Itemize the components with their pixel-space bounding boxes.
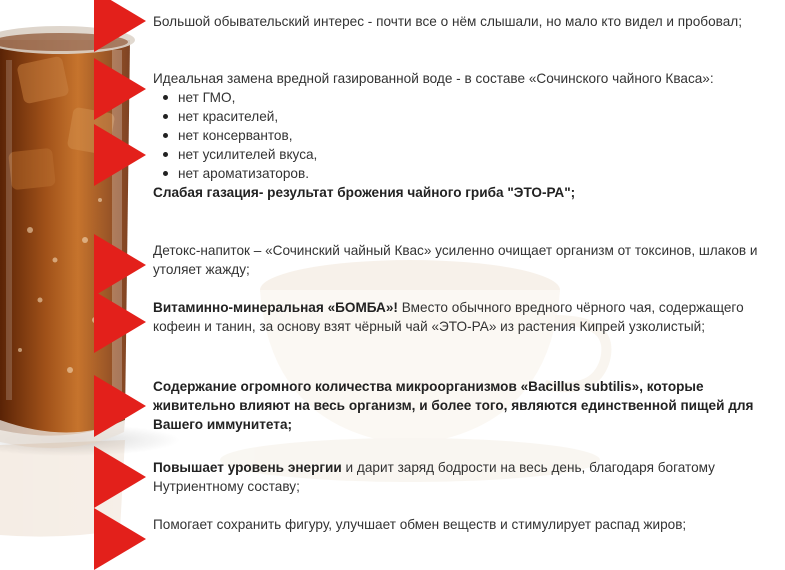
carbonation-note: Слабая газация- результат брожения чайного гриба "ЭТО-РА"; xyxy=(153,185,576,200)
feature-figure xyxy=(153,515,778,534)
feature-vitamin-bomb-bold: Витаминно-минеральная «БОМБА»! xyxy=(153,300,398,315)
ingredients-list xyxy=(153,88,778,183)
list-item: нет усилителей вкуса, xyxy=(178,145,778,164)
feature-detox-text: Детокс-напиток – «Сочинский чайный Квас» усиленно очищает организм от токсинов, шлаков и утоляет жажду; xyxy=(153,243,758,277)
arrow-marker-4 xyxy=(94,234,146,296)
arrow-marker-3 xyxy=(94,124,146,186)
list-item: нет ароматизаторов. xyxy=(178,164,778,183)
arrow-marker-8 xyxy=(94,508,146,570)
tea-cup-image xyxy=(220,260,606,482)
feature-microorganisms-bold: Содержание огромного количества микроорганизмов «Bacillus subtilis», которые живительно влияют на весь организм, и более того, являются единственной пищей для Вашего иммунитета; xyxy=(153,379,754,432)
feature-soda-replacement-text: Идеальная замена вредной газированной воде - в составе «Сочинского чайного Кваса»: xyxy=(153,71,714,86)
list-item: нет ГМО, xyxy=(178,88,778,107)
feature-figure-text: Помогает сохранить фигуру, улучшает обмен веществ и стимулирует распад жиров; xyxy=(153,517,687,532)
feature-energy-bold: Повышает уровень энергии xyxy=(153,460,342,475)
arrow-marker-7 xyxy=(94,446,146,508)
feature-interest xyxy=(153,12,778,31)
feature-vitamin-bomb xyxy=(153,298,778,336)
feature-energy-text: и дарит заряд бодрости на весь день, благодаря богатому Нутриентному составу; xyxy=(153,460,715,494)
arrow-marker-2 xyxy=(94,58,146,120)
list-item: нет консервантов, xyxy=(178,126,778,145)
feature-microorganisms xyxy=(153,377,778,434)
arrow-marker-5 xyxy=(94,291,146,353)
feature-detox xyxy=(153,241,778,279)
arrow-marker-1 xyxy=(94,0,146,52)
feature-interest-text: Большой обывательский интерес - почти все о нём слышали, но мало кто видел и пробовал; xyxy=(153,14,742,29)
list-item: нет красителей, xyxy=(178,107,778,126)
feature-energy xyxy=(153,458,778,496)
feature-vitamin-bomb-text: Вместо обычного вредного чёрного чая, содержащего кофеин и танин, за основу взят чёрный чай «ЭТО-РА» из растения Кипрей узколистый; xyxy=(153,300,744,334)
arrow-marker-6 xyxy=(94,375,146,437)
feature-soda-replacement xyxy=(153,69,778,202)
